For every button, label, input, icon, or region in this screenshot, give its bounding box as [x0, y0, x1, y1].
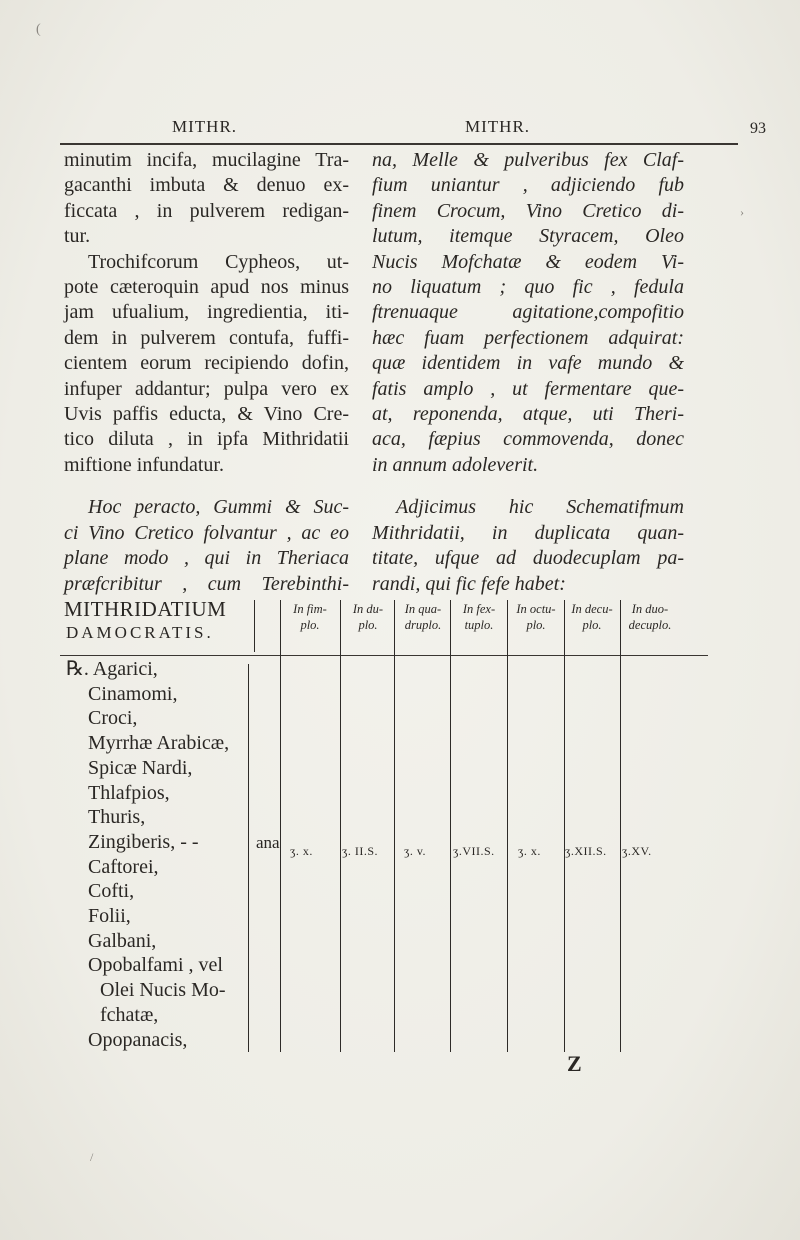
text-line: hæc fuam perfectionem adquirat:: [372, 326, 684, 349]
quantity-cell: ʒ.VII.S.: [453, 844, 495, 858]
column-header: [620, 601, 680, 633]
running-head-left: MITHR.: [172, 117, 238, 136]
text-line: Hoc peracto, Gummi & Suc-: [88, 496, 349, 519]
text-line: quæ identidem in vafe mundo &: [372, 352, 684, 375]
table-rule-vertical: [394, 600, 395, 1052]
text-line: plane modo , qui in Theriaca: [64, 547, 349, 570]
left-paragraph-2: [64, 250, 349, 479]
text-line: titate, ufque ad duodecuplam pa-: [372, 547, 684, 570]
ingredient-item: Cinamomi,: [88, 682, 178, 705]
ingredient-item: Cofti,: [88, 880, 135, 903]
column-header: [396, 601, 450, 633]
ingredient-item: Opobalfami , vel: [88, 954, 223, 977]
ingredient-item: fchatæ,: [100, 1003, 159, 1026]
text-line: infuper addantur; pulpa vero ex: [64, 377, 349, 400]
ingredient-item: Zingiberis, - -: [88, 830, 199, 853]
pencil-mark: ›: [740, 205, 744, 219]
column-header-line: plo.: [582, 618, 602, 632]
quantity-cell: ʒ. x.: [518, 844, 541, 858]
table-rule-vertical: [280, 600, 281, 1052]
column-header: [452, 601, 506, 633]
column-header: [282, 601, 338, 633]
quantity-cell: ʒ. II.S.: [342, 844, 378, 858]
ingredient-item: Spicæ Nardi,: [88, 756, 193, 779]
column-header-line: In duo-: [631, 602, 669, 616]
quantity-cell: ʒ. x.: [290, 844, 313, 858]
text-line: ci Vino Cretico folvantur , ac eo: [64, 521, 349, 544]
text-line: ftrenuaque agitatione,compofitio: [372, 301, 684, 324]
table-rule-vertical: [254, 600, 255, 652]
text-line: fatis amplo , ut fermentare que-: [372, 377, 684, 400]
table-rule-vertical: [620, 600, 621, 1052]
ana-label: ana: [256, 833, 280, 852]
text-line: cientem eorum recipiendo dofin,: [64, 352, 349, 375]
ingredient-item: Croci,: [88, 707, 138, 730]
text-line: randi, qui fic fefe habet:: [372, 572, 566, 595]
ingredient-item: ℞. Agarici,: [66, 658, 158, 680]
text-line: tico diluta , in ipfa Mithridatii: [64, 428, 349, 451]
left-paragraph-1: [64, 148, 349, 250]
right-paragraph-1: [372, 148, 684, 478]
text-line: tur.: [64, 225, 91, 248]
table-rule-vertical: [450, 600, 451, 1052]
page-number: 93: [750, 120, 766, 137]
text-line: in annum adoleverit.: [372, 453, 539, 476]
right-paragraph-2: [372, 495, 684, 597]
text-line: na, Melle & pulveribus fex Claf-: [372, 149, 684, 171]
text-line: Uvis paffis educta, & Vino Cre-: [64, 403, 349, 426]
ingredient-item: Opopanacis,: [88, 1028, 188, 1051]
signature-mark: Z: [567, 1051, 582, 1076]
table-subtitle: DAMOCRATIS.: [66, 623, 214, 642]
text-line: Adjicimus hic Schematifmum: [396, 496, 684, 519]
left-paragraph-3: [64, 495, 349, 597]
text-line: minutim incifa, mucilagine Tra-: [64, 149, 349, 171]
text-line: fium uniantur , adjiciendo fub: [372, 174, 684, 197]
table-rule: [60, 655, 708, 656]
column-header: [565, 601, 619, 633]
column-header-line: plo.: [526, 618, 546, 632]
running-head-right: MITHR.: [465, 117, 531, 136]
pencil-mark: /: [90, 1150, 94, 1164]
column-header-line: druplo.: [404, 618, 442, 632]
text-line: Trochifcorum Cypheos, ut-: [88, 250, 349, 273]
header-rule: [60, 143, 738, 145]
text-line: præfcribitur , cum Terebinthi-: [64, 572, 349, 595]
text-line: dem in pulverem contufa, fuffi-: [64, 326, 349, 349]
ingredient-list: [66, 657, 229, 1052]
text-line: gacanthi imbuta & denuo ex-: [64, 174, 349, 197]
column-header-line: In du-: [352, 602, 384, 616]
ingredient-item: Galbani,: [88, 929, 157, 952]
quantity-cell: ʒ. v.: [404, 844, 427, 858]
column-header-line: plo.: [300, 618, 320, 632]
text-line: no liquatum ; quo fic , fedula: [372, 276, 684, 299]
ingredient-item: Thuris,: [88, 806, 146, 829]
text-line: ficcata , in pulverem redigan-: [64, 199, 349, 222]
ingredient-item: Myrrhæ Arabicæ,: [88, 732, 230, 755]
table-rule-vertical: [564, 600, 565, 1052]
column-header-line: plo.: [358, 618, 378, 632]
column-header-line: In octu-: [516, 602, 556, 616]
column-header: [508, 601, 564, 633]
column-header-line: In qua-: [404, 602, 442, 616]
text-line: at, reponenda, atque, uti Theri-: [372, 403, 684, 426]
text-line: pote cæteroquin apud nos minus: [64, 276, 349, 299]
quantity-cell: ʒ.XII.S.: [565, 844, 607, 858]
column-header-line: In decu-: [571, 602, 613, 616]
text-line: Mithridatii, in duplicata quan-: [372, 521, 684, 544]
column-header-line: tuplo.: [464, 618, 494, 632]
left-column: [64, 148, 349, 597]
column-header-line: In fim-: [293, 602, 327, 616]
text-line: jam ufualium, ingredientia, iti-: [64, 301, 349, 324]
table-rule-vertical: [340, 600, 341, 1052]
column-header-line: In fex-: [462, 602, 496, 616]
pencil-mark: (: [36, 22, 41, 37]
text-line: finem Crocum, Vino Cretico di-: [372, 199, 684, 222]
text-line: aca, fæpius commovenda, donec: [372, 428, 684, 451]
table-rule-vertical: [248, 664, 249, 1052]
column-header: [342, 601, 394, 633]
text-line: Nucis Mofchatæ & eodem Vi-: [372, 250, 684, 273]
ingredient-item: Olei Nucis Mo-: [100, 979, 226, 1002]
table-rule-vertical: [507, 600, 508, 1052]
quantity-cell: ʒ.XV.: [622, 844, 652, 858]
text-line: miftione infundatur.: [64, 453, 224, 476]
column-header-line: decuplo.: [628, 618, 672, 632]
text-line: lutum, itemque Styracem, Oleo: [372, 225, 684, 248]
ingredient-item: Folii,: [88, 905, 131, 928]
right-column: [372, 148, 684, 597]
table-title: MITHRIDATIUM: [64, 597, 227, 621]
ingredient-item: Thlafpios,: [88, 781, 170, 804]
ingredient-item: Caftorei,: [88, 855, 159, 878]
